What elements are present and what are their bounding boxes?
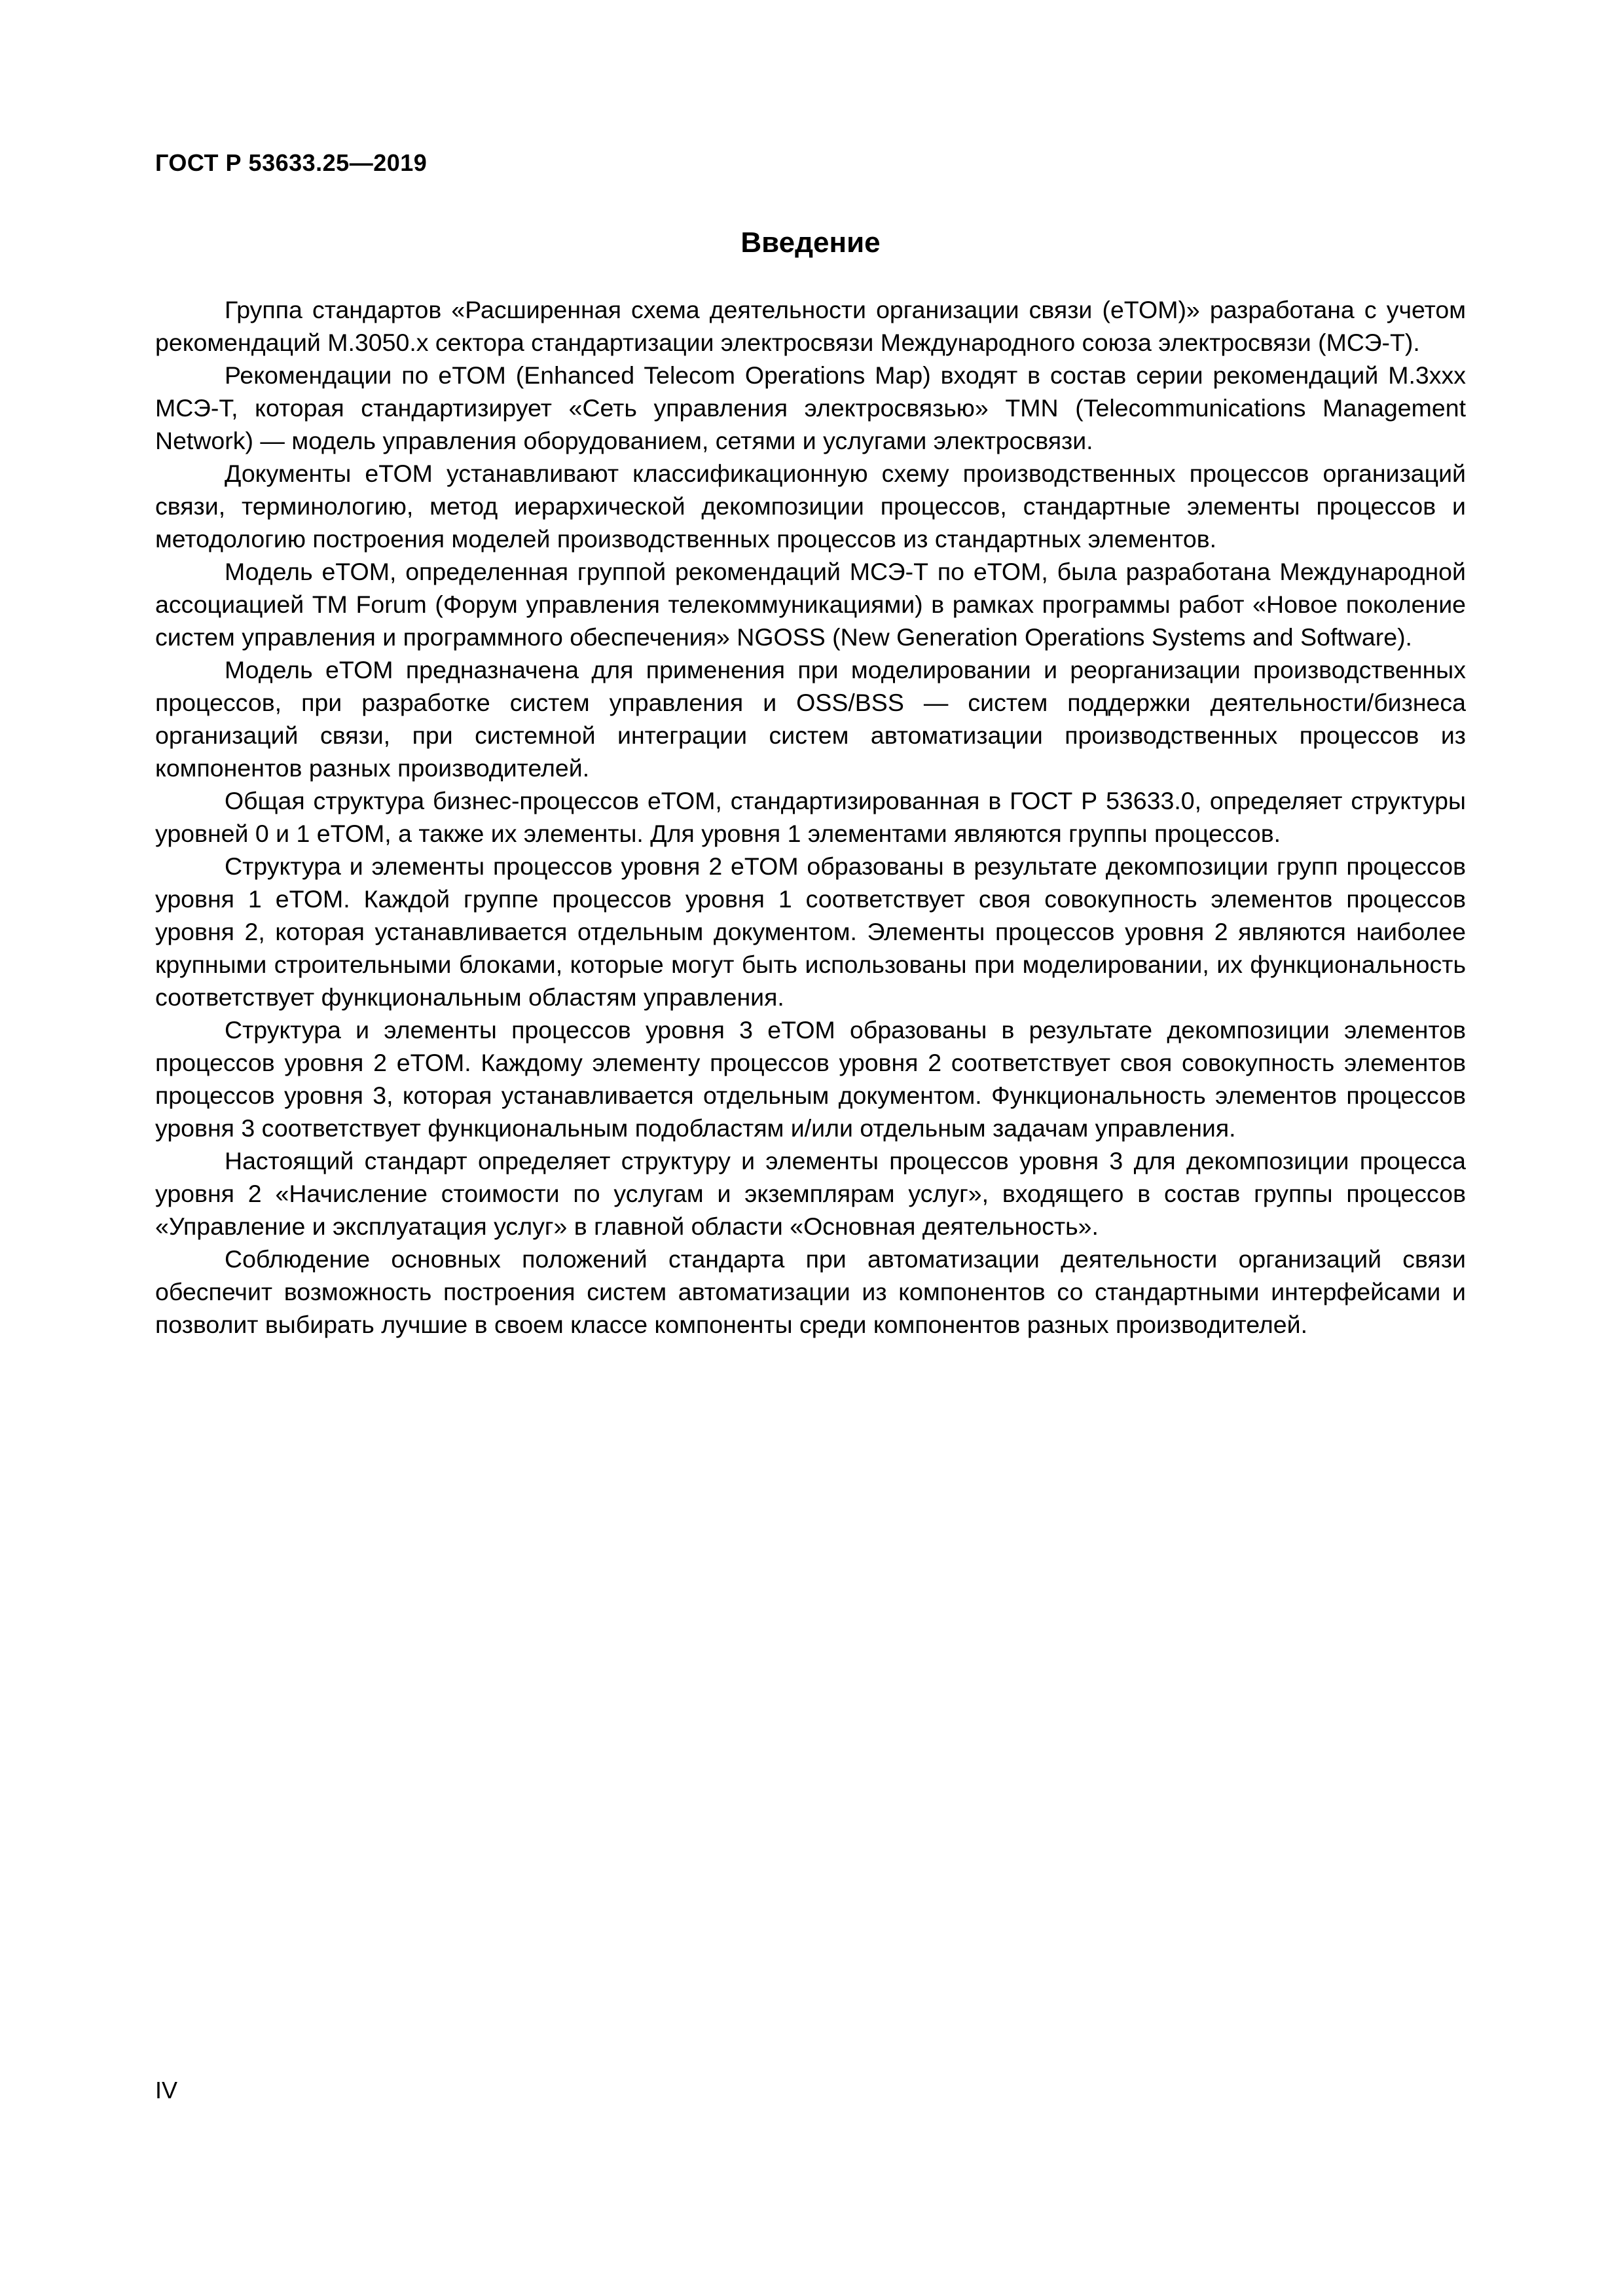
paragraph: Структура и элементы процессов уровня 3 eTOM образованы в результате декомпозиции элементов процессов уровня 2 eTOM. Каждому элементу процессов уровня 2 соответствует своя совокупность элементов процессов уровня 3, которая устанавливается отдельным документом. Функциональность элементов процессов уровня 3 соответствует функциональным подобластям и/или отдельным задачам управления.: [155, 1016, 1466, 1142]
paragraph: Модель eTOM предназначена для применения при моделировании и реорганизации производственных процессов, при разработке систем управления и OSS/BSS — систем поддержки деятельности/бизнеса организаций связи, при системной интеграции систем автоматизации производственных процессов из компонентов разных производителей.: [155, 656, 1466, 782]
paragraph: Модель eTOM, определенная группой рекомендаций МСЭ-Т по eTOM, была разработана Международной ассоциацией TM Forum (Форум управления телекоммуникациями) в рамках программы работ «Новое поколение систем управления и программного обеспечения» NGOSS (New Generation Operations Systems and Software).: [155, 558, 1466, 651]
introduction-body: [155, 293, 1466, 1341]
paragraph: Рекомендации по eTOM (Enhanced Telecom Operations Map) входят в состав серии рекомендаций M.3xxx МСЭ-Т, которая стандартизирует «Сеть управления электросвязью» TMN (Telecommunications Management Network) — модель управления оборудованием, сетями и услугами электросвязи.: [155, 361, 1466, 454]
paragraph: Группа стандартов «Расширенная схема деятельности организации связи (eTOM)» разработана с учетом рекомендаций М.3050.х сектора стандартизации электросвязи Международного союза электросвязи (МСЭ-Т).: [155, 296, 1466, 356]
paragraph: Настоящий стандарт определяет структуру и элементы процессов уровня 3 для декомпозиции процесса уровня 2 «Начисление стоимости по услугам и экземплярам услуг», входящего в состав группы процессов «Управление и эксплуатация услуг» в главной области «Основная деятельность».: [155, 1147, 1466, 1240]
paragraph: Общая структура бизнес-процессов eTOM, стандартизированная в ГОСТ Р 53633.0, определяет структуры уровней 0 и 1 eTOM, а также их элементы. Для уровня 1 элементами являются группы процессов.: [155, 787, 1466, 847]
paragraph: Соблюдение основных положений стандарта при автоматизации деятельности организаций связи обеспечит возможность построения систем автоматизации из компонентов со стандартными интерфейсами и позволит выбирать лучшие в своем классе компоненты среди компонентов разных производителей.: [155, 1245, 1466, 1338]
section-title: Введение: [740, 227, 881, 259]
document-standard-id: ГОСТ Р 53633.25—2019: [155, 149, 428, 176]
paragraph: Структура и элементы процессов уровня 2 eTOM образованы в результате декомпозиции групп процессов уровня 1 eTOM. Каждой группе процессов уровня 1 соответствует своя совокупность элементов процессов уровня 2, которая устанавливается отдельным документом. Элементы процессов уровня 2 являются наиболее крупными строительными блоками, которые могут быть использованы при моделировании, их функциональность соответствует функциональным областям управления.: [155, 852, 1466, 1011]
page-number: IV: [155, 2077, 178, 2104]
paragraph: Документы eTOM устанавливают классификационную схему производственных процессов организаций связи, терминологию, метод иерархической декомпозиции процессов, стандартные элементы процессов и методологию построения моделей производственных процессов из стандартных элементов.: [155, 460, 1466, 553]
